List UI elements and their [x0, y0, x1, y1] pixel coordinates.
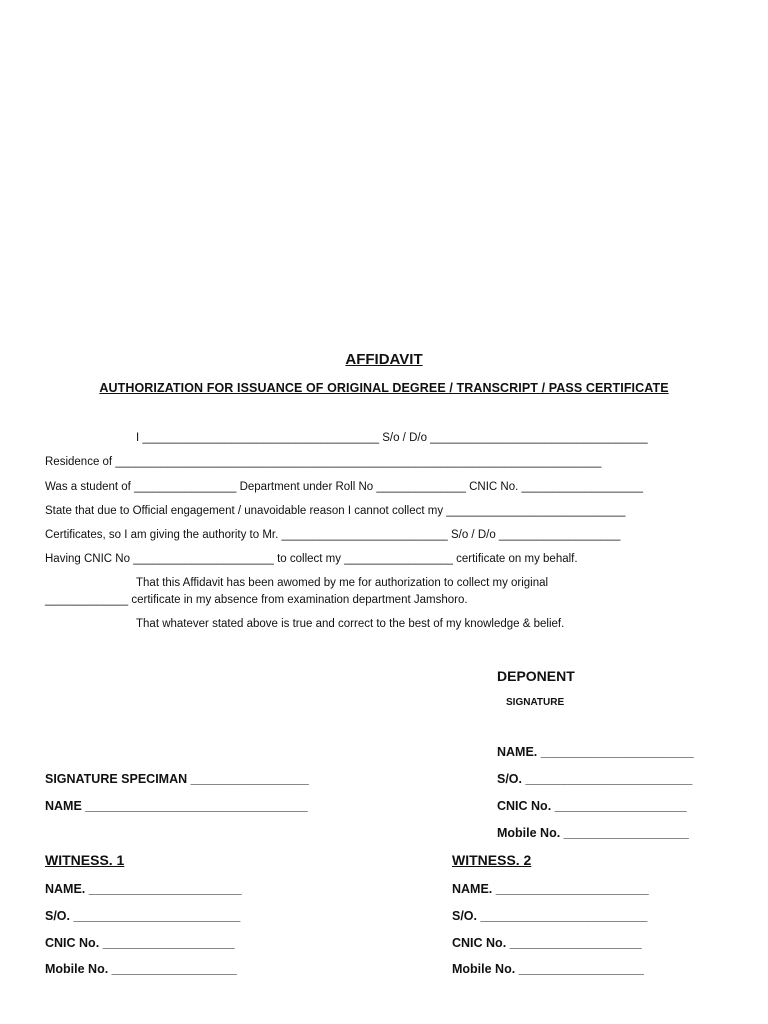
witness-2-heading: WITNESS. 2 — [452, 852, 532, 868]
deponent-heading: DEPONENT — [497, 668, 575, 684]
witness-1-cnic: CNIC No. ___________________ — [45, 936, 235, 950]
deponent-mobile: Mobile No. __________________ — [497, 826, 689, 840]
line-truth: That whatever stated above is true and correct to the best of my knowledge & belief. — [136, 618, 565, 630]
deponent-cnic: CNIC No. ___________________ — [497, 799, 687, 813]
witness-2-cnic: CNIC No. ___________________ — [452, 936, 642, 950]
specimen-name: NAME ________________________________ — [45, 799, 308, 813]
witness-2-name: NAME. ______________________ — [452, 882, 649, 896]
deponent-signature-label: SIGNATURE — [506, 697, 565, 708]
line-cnic: Having CNIC No ______________________ to collect my _________________ certificate on my behalf. — [45, 553, 578, 565]
witness-1-mobile: Mobile No. __________________ — [45, 962, 237, 976]
line-declaration-cont: _____________ certificate in my absence from examination department Jamshoro. — [45, 594, 468, 606]
witness-1-so: S/O. ________________________ — [45, 909, 241, 923]
line-residence: Residence of ____________________________________________________________________________ — [45, 456, 602, 468]
line-name: I _____________________________________ S/o / D/o __________________________________ — [136, 432, 648, 444]
line-student: Was a student of ________________ Department under Roll No ______________ CNIC No. ___________________ — [45, 481, 644, 493]
affidavit-subtitle: AUTHORIZATION FOR ISSUANCE OF ORIGINAL DEGREE / TRANSCRIPT / PASS CERTIFICATE — [99, 381, 669, 395]
deponent-name: NAME. ______________________ — [497, 745, 694, 759]
witness-1-name: NAME. ______________________ — [45, 882, 242, 896]
deponent-so: S/O. ________________________ — [497, 772, 693, 786]
witness-2-so: S/O. ________________________ — [452, 909, 648, 923]
signature-specimen: SIGNATURE SPECIMAN _________________ — [45, 772, 309, 786]
line-authority: Certificates, so I am giving the authority to Mr. __________________________ S/o / D/o ___________________ — [45, 529, 621, 541]
affidavit-title: AFFIDAVIT — [345, 351, 423, 368]
line-declaration: That this Affidavit has been awomed by me for authorization to collect my original — [136, 577, 549, 589]
witness-2-mobile: Mobile No. __________________ — [452, 962, 644, 976]
line-reason: State that due to Official engagement / unavoidable reason I cannot collect my ____________________________ — [45, 505, 626, 517]
witness-1-heading: WITNESS. 1 — [45, 852, 125, 868]
